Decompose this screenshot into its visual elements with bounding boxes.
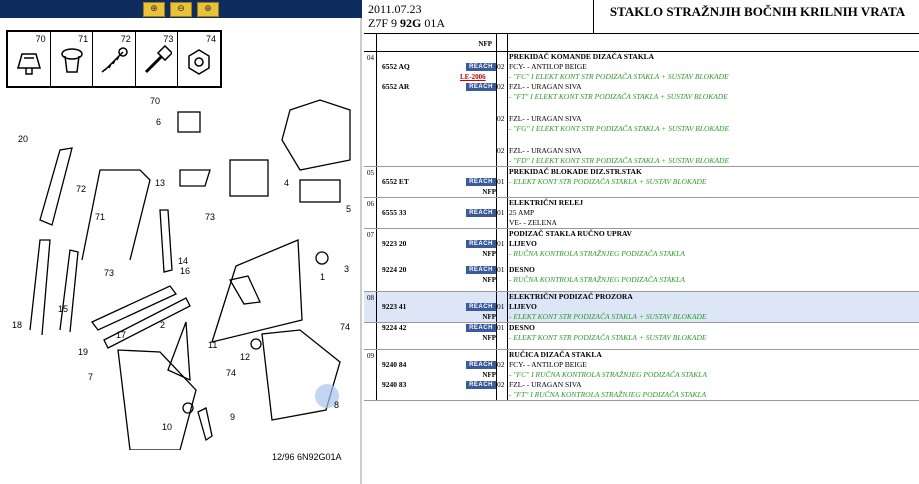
group-number: 06 [367,200,374,208]
part-line [364,167,919,177]
quantity: 01 [497,239,505,248]
part-line [364,92,919,102]
part-number[interactable]: 9223 41 [382,302,407,311]
description: DESNO [509,265,535,274]
header-date: 2011.07.23 [368,2,422,16]
reach-badge[interactable]: REACH [466,83,496,91]
description: FZL- - URAGAN SIVA [509,380,582,389]
description: FCY- - ANTILOP BEIGE [509,360,587,369]
svg-text:5: 5 [346,204,352,214]
description: ELEKTRIČNI PODIZAČ PROZORA [509,292,633,301]
parts-header [364,0,919,34]
plug-icon [57,44,87,78]
svg-text:72: 72 [76,184,87,194]
group-number: 08 [367,294,374,302]
quantity: 02 [497,380,505,389]
reach-badge[interactable]: REACH [466,361,496,369]
quantity: 01 [497,177,505,186]
svg-text:14: 14 [178,256,189,266]
reach-badge[interactable]: REACH [466,303,496,311]
part-group[interactable] [364,323,919,350]
description: FZL- - URAGAN SIVA [509,146,582,155]
parts-table [364,40,919,401]
quantity: 02 [497,82,505,91]
description: PREKIDAČ BLOKADE DIZ.STR.STAK [509,167,642,176]
part-line [364,312,919,322]
part-line [364,146,919,156]
svg-text:3: 3 [344,264,350,274]
clip-icon [14,44,44,78]
part-line [364,124,919,134]
part-group[interactable] [364,350,919,401]
header-code: Z7F 9 92G 01A [368,16,446,30]
group-number: 09 [367,352,374,360]
nfp-label: NFP [482,334,496,342]
part-number[interactable]: 6552 AR [382,82,410,91]
part-group[interactable] [364,52,919,167]
part-group[interactable] [364,229,919,292]
part-line [364,82,919,92]
svg-text:74: 74 [340,322,351,332]
header-meta [364,0,594,34]
svg-text:70: 70 [150,96,161,106]
part-line [364,52,919,62]
description: FZL- - URAGAN SIVA [509,114,582,123]
description: LIJEVO [509,302,537,311]
svg-text:4: 4 [284,178,290,188]
part-group[interactable] [364,198,919,229]
reach-badge[interactable]: REACH [466,63,496,71]
svg-text:19: 19 [78,347,89,357]
part-line [364,323,919,333]
svg-text:8: 8 [334,400,340,410]
zoom-in-icon: ⊕ [150,4,158,14]
svg-text:74: 74 [226,368,237,378]
part-line [364,249,919,259]
quantity: 01 [497,302,505,311]
reach-badge[interactable]: REACH [466,240,496,248]
svg-text:12: 12 [240,352,251,362]
description: DESNO [509,323,535,332]
nut-icon [184,44,214,78]
quantity: 02 [497,114,505,123]
reach-badge[interactable]: REACH [466,381,496,389]
svg-text:71: 71 [95,212,106,222]
part-number[interactable]: 9240 83 [382,380,407,389]
part-line [364,333,919,343]
group-number: 07 [367,231,374,239]
nfp-label: NFP [482,250,496,258]
svg-text:6: 6 [156,117,162,127]
part-line [364,302,919,312]
svg-text:15: 15 [58,304,69,314]
note-link[interactable]: LE-2006 [460,73,486,81]
part-line [364,275,919,285]
part-line [364,292,919,302]
diagram-panel [0,0,362,484]
part-number[interactable]: 6552 AQ [382,62,410,71]
svg-text:9: 9 [230,412,236,422]
description: - RUČNA KONTROLA STRAŽNJEG PODIZAČA STAKLA [509,249,685,258]
part-line [364,350,919,360]
quantity: 01 [497,265,505,274]
part-line [364,370,919,380]
bolt-icon [142,44,172,78]
quantity: 01 [497,208,505,217]
part-group[interactable] [364,292,919,323]
description: FCY- - ANTILOP BEIGE [509,62,587,71]
diagram-toolbar [0,0,362,18]
page-title: STAKLO STRAŽNJIH BOČNIH KRILNIH VRATA [609,4,906,19]
svg-text:16: 16 [180,266,191,276]
fastener-71[interactable]: 71 [51,32,94,86]
part-line [364,114,919,124]
part-line [364,218,919,228]
nfp-label: NFP [482,371,496,379]
description: - "FC" I ELEKT KONT STR PODIZAČA STAKLA + SUSTAV BLOKADE [509,72,729,81]
zoom-out-icon: ⊖ [177,4,185,14]
quantity: 01 [497,323,505,332]
description: PREKIDAČ KOMANDE DIZAČA STAKLA [509,52,655,61]
svg-text:13: 13 [155,178,166,188]
description: 25 AMP [509,208,535,217]
screw-icon [99,44,129,78]
description: - "FT" I RUČNA KONTROLA STRAŽNJEG PODIZAČA STAKLA [509,390,707,399]
description: PODIZAČ STAKLA RUČNO UPRAV [509,229,632,238]
svg-text:17: 17 [116,330,127,340]
description: RUČICA DIZAČA STAKLA [509,350,602,359]
description: FZL- - URAGAN SIVA [509,82,582,91]
part-number[interactable]: 9224 20 [382,265,407,274]
description: - ELEKT KONT STR PODIZAČA STAKLA + SUSTAV BLOKADE [509,312,707,321]
zoom-out-button[interactable] [170,2,192,17]
quantity: 02 [497,146,505,155]
part-line [364,265,919,275]
part-line [364,380,919,390]
part-line [364,187,919,197]
description: - "FD" I ELEKT KONT STR PODIZAČA STAKLA + SUSTAV BLOKADE [509,156,730,165]
part-line [364,360,919,370]
svg-text:1: 1 [320,272,326,282]
subheader [364,34,919,52]
part-number[interactable]: 6555 33 [382,208,407,217]
reach-badge[interactable]: REACH [466,266,496,274]
part-line [364,208,919,218]
part-line [364,229,919,239]
svg-text:10: 10 [162,422,173,432]
svg-text:2: 2 [160,320,166,330]
diagram-code: 12/96 6N92G01A [272,452,342,462]
nfp-header: NFP [478,40,492,48]
description: VE- - ZELENA [509,218,557,227]
svg-text:73: 73 [104,268,115,278]
exploded-parts-diagram [0,90,360,450]
fastener-73[interactable]: 73 [136,32,179,86]
group-number: 05 [367,169,374,177]
zoom-area-button[interactable] [197,2,219,17]
description: LIJEVO [509,239,537,248]
reach-badge[interactable]: REACH [466,178,496,186]
part-line [364,239,919,249]
reach-badge[interactable]: REACH [466,209,496,217]
part-line [364,198,919,208]
zoom-area-icon: ⊕ [204,4,212,14]
part-line [364,390,919,400]
part-line [364,62,919,72]
quantity: 02 [497,360,505,369]
svg-text:18: 18 [12,320,23,330]
part-number[interactable]: 9223 20 [382,239,407,248]
part-line [364,72,919,82]
fastener-74[interactable]: 74 [178,32,220,86]
svg-text:73: 73 [205,212,216,222]
reach-badge[interactable]: REACH [466,324,496,332]
svg-text:7: 7 [88,372,94,382]
description: ELEKTRIČNI RELEJ [509,198,583,207]
nfp-label: NFP [482,188,496,196]
part-line [364,156,919,166]
nfp-label: NFP [482,313,496,321]
description: - ELEKT KONT STR PODIZAČA STAKLA + SUSTAV BLOKADE [509,333,707,342]
part-group[interactable] [364,167,919,198]
part-number[interactable]: 9224 42 [382,323,407,332]
fastener-72[interactable]: 72 [93,32,136,86]
part-number[interactable]: 9240 84 [382,360,407,369]
description: - ELEKT KONT STR PODIZAČA STAKLA + SUSTAV BLOKADE [509,177,707,186]
description: - RUČNA KONTROLA STRAŽNJEG PODIZAČA STAKLA [509,275,685,284]
part-line [364,177,919,187]
parts-list-panel [364,0,919,484]
quantity: 02 [497,62,505,71]
svg-text:11: 11 [208,340,218,350]
group-number: 04 [367,54,374,62]
fastener-strip [6,30,222,88]
fastener-70[interactable]: 70 [8,32,51,86]
description: - "FG" I ELEKT KONT STR PODIZAČA STAKLA + SUSTAV BLOKADE [509,124,730,133]
nfp-label: NFP [482,276,496,284]
description: - "FT" I ELEKT KONT STR PODIZAČA STAKLA + SUSTAV BLOKADE [509,92,728,101]
zoom-in-button[interactable] [143,2,165,17]
part-number[interactable]: 6552 ET [382,177,409,186]
svg-text:20: 20 [18,134,29,144]
description: - "FC" I RUČNA KONTROLA STRAŽNJEG PODIZAČA STAKLA [509,370,708,379]
